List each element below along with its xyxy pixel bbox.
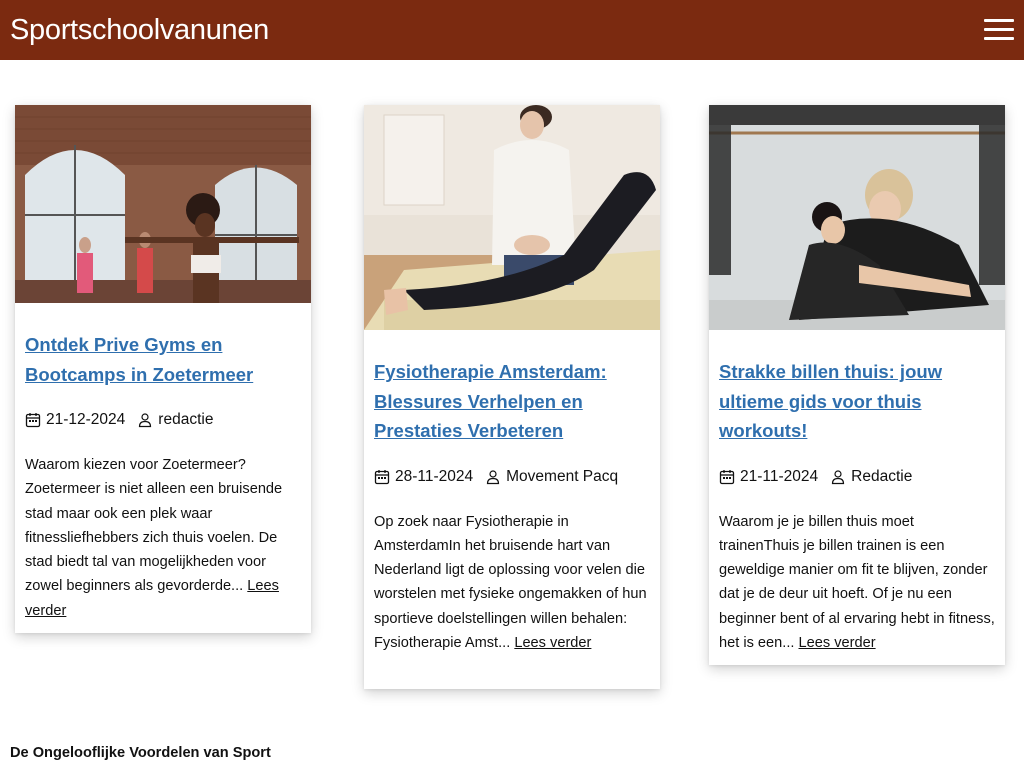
post-image-gym-class[interactable] — [15, 105, 311, 303]
calendar-icon — [719, 469, 735, 485]
hamburger-bar — [984, 37, 1014, 40]
post-card-body — [364, 357, 660, 655]
post-title-link[interactable]: Strakke billen thuis: jouw ultieme gids voor thuis workouts! — [719, 361, 943, 441]
post-date: 28-11-2024 — [395, 467, 474, 485]
post-excerpt — [374, 510, 650, 656]
post-meta — [719, 466, 995, 488]
post-date: 21-11-2024 — [740, 467, 819, 485]
post-author: redactie — [158, 411, 214, 428]
site-title-link[interactable]: Sportschoolvanunen — [10, 14, 270, 46]
post-image-home-workout[interactable] — [709, 105, 1005, 330]
post-date: 21-12-2024 — [46, 411, 126, 428]
calendar-icon — [374, 469, 390, 485]
user-icon — [830, 469, 846, 485]
post-card-body — [15, 330, 311, 623]
user-icon — [485, 469, 501, 485]
post-author: Movement Pacq — [506, 467, 619, 485]
read-more-link[interactable]: Lees verder — [514, 634, 592, 651]
post-excerpt — [719, 510, 995, 656]
post-excerpt-text: Waarom kiezen voor Zoetermeer? Zoetermeer is niet alleen een bruisende stad maar ook een plek waar fitnessliefhebbers zich thuis voelen. De stad biedt tal van mogelijkheden voor zowel beginners als gevorderde... — [25, 457, 283, 595]
physiotherapy-photo — [364, 105, 660, 330]
section-heading: De Ongelooflijke Voordelen van Sport — [10, 745, 271, 761]
post-card — [15, 105, 311, 633]
user-icon — [137, 412, 153, 428]
post-meta — [374, 466, 650, 488]
post-meta — [25, 409, 301, 431]
post-excerpt — [25, 453, 301, 623]
site-header — [0, 0, 1024, 60]
post-excerpt-text: Op zoek naar Fysiotherapie in AmsterdamIn het bruisende hart van Nederland ligt de oplossing voor velen die worstelen met fysieke ongemakken of hun sportieve doelstellingen willen behalen: Fysiotherapie Amst... — [374, 513, 647, 651]
post-author: Redactie — [851, 467, 913, 485]
post-card — [709, 105, 1005, 665]
read-more-link[interactable]: Lees verder — [798, 634, 876, 651]
post-image-physiotherapy[interactable] — [364, 105, 660, 330]
hamburger-bar — [984, 28, 1014, 31]
post-card-body — [709, 357, 1005, 655]
hamburger-menu-icon[interactable] — [984, 19, 1014, 40]
calendar-icon — [25, 412, 41, 428]
read-more-link[interactable]: Lees verder — [25, 578, 279, 619]
hamburger-bar — [984, 19, 1014, 22]
post-title-link[interactable]: Ontdek Prive Gyms en Bootcamps in Zoetermeer — [25, 334, 254, 385]
home-workout-photo — [709, 105, 1005, 330]
gym-class-photo — [15, 105, 311, 303]
post-excerpt-text: Waarom je je billen thuis moet trainenThuis je billen trainen is een geweldige manier om fit te blijven, zonder dat je de deur uit hoeft. Of je nu een beginner bent of al ervaring hebt in fitness, het is een... — [719, 513, 995, 651]
post-card — [364, 105, 660, 689]
post-title-link[interactable]: Fysiotherapie Amsterdam: Blessures Verhelpen en Prestaties Verbeteren — [374, 361, 607, 441]
